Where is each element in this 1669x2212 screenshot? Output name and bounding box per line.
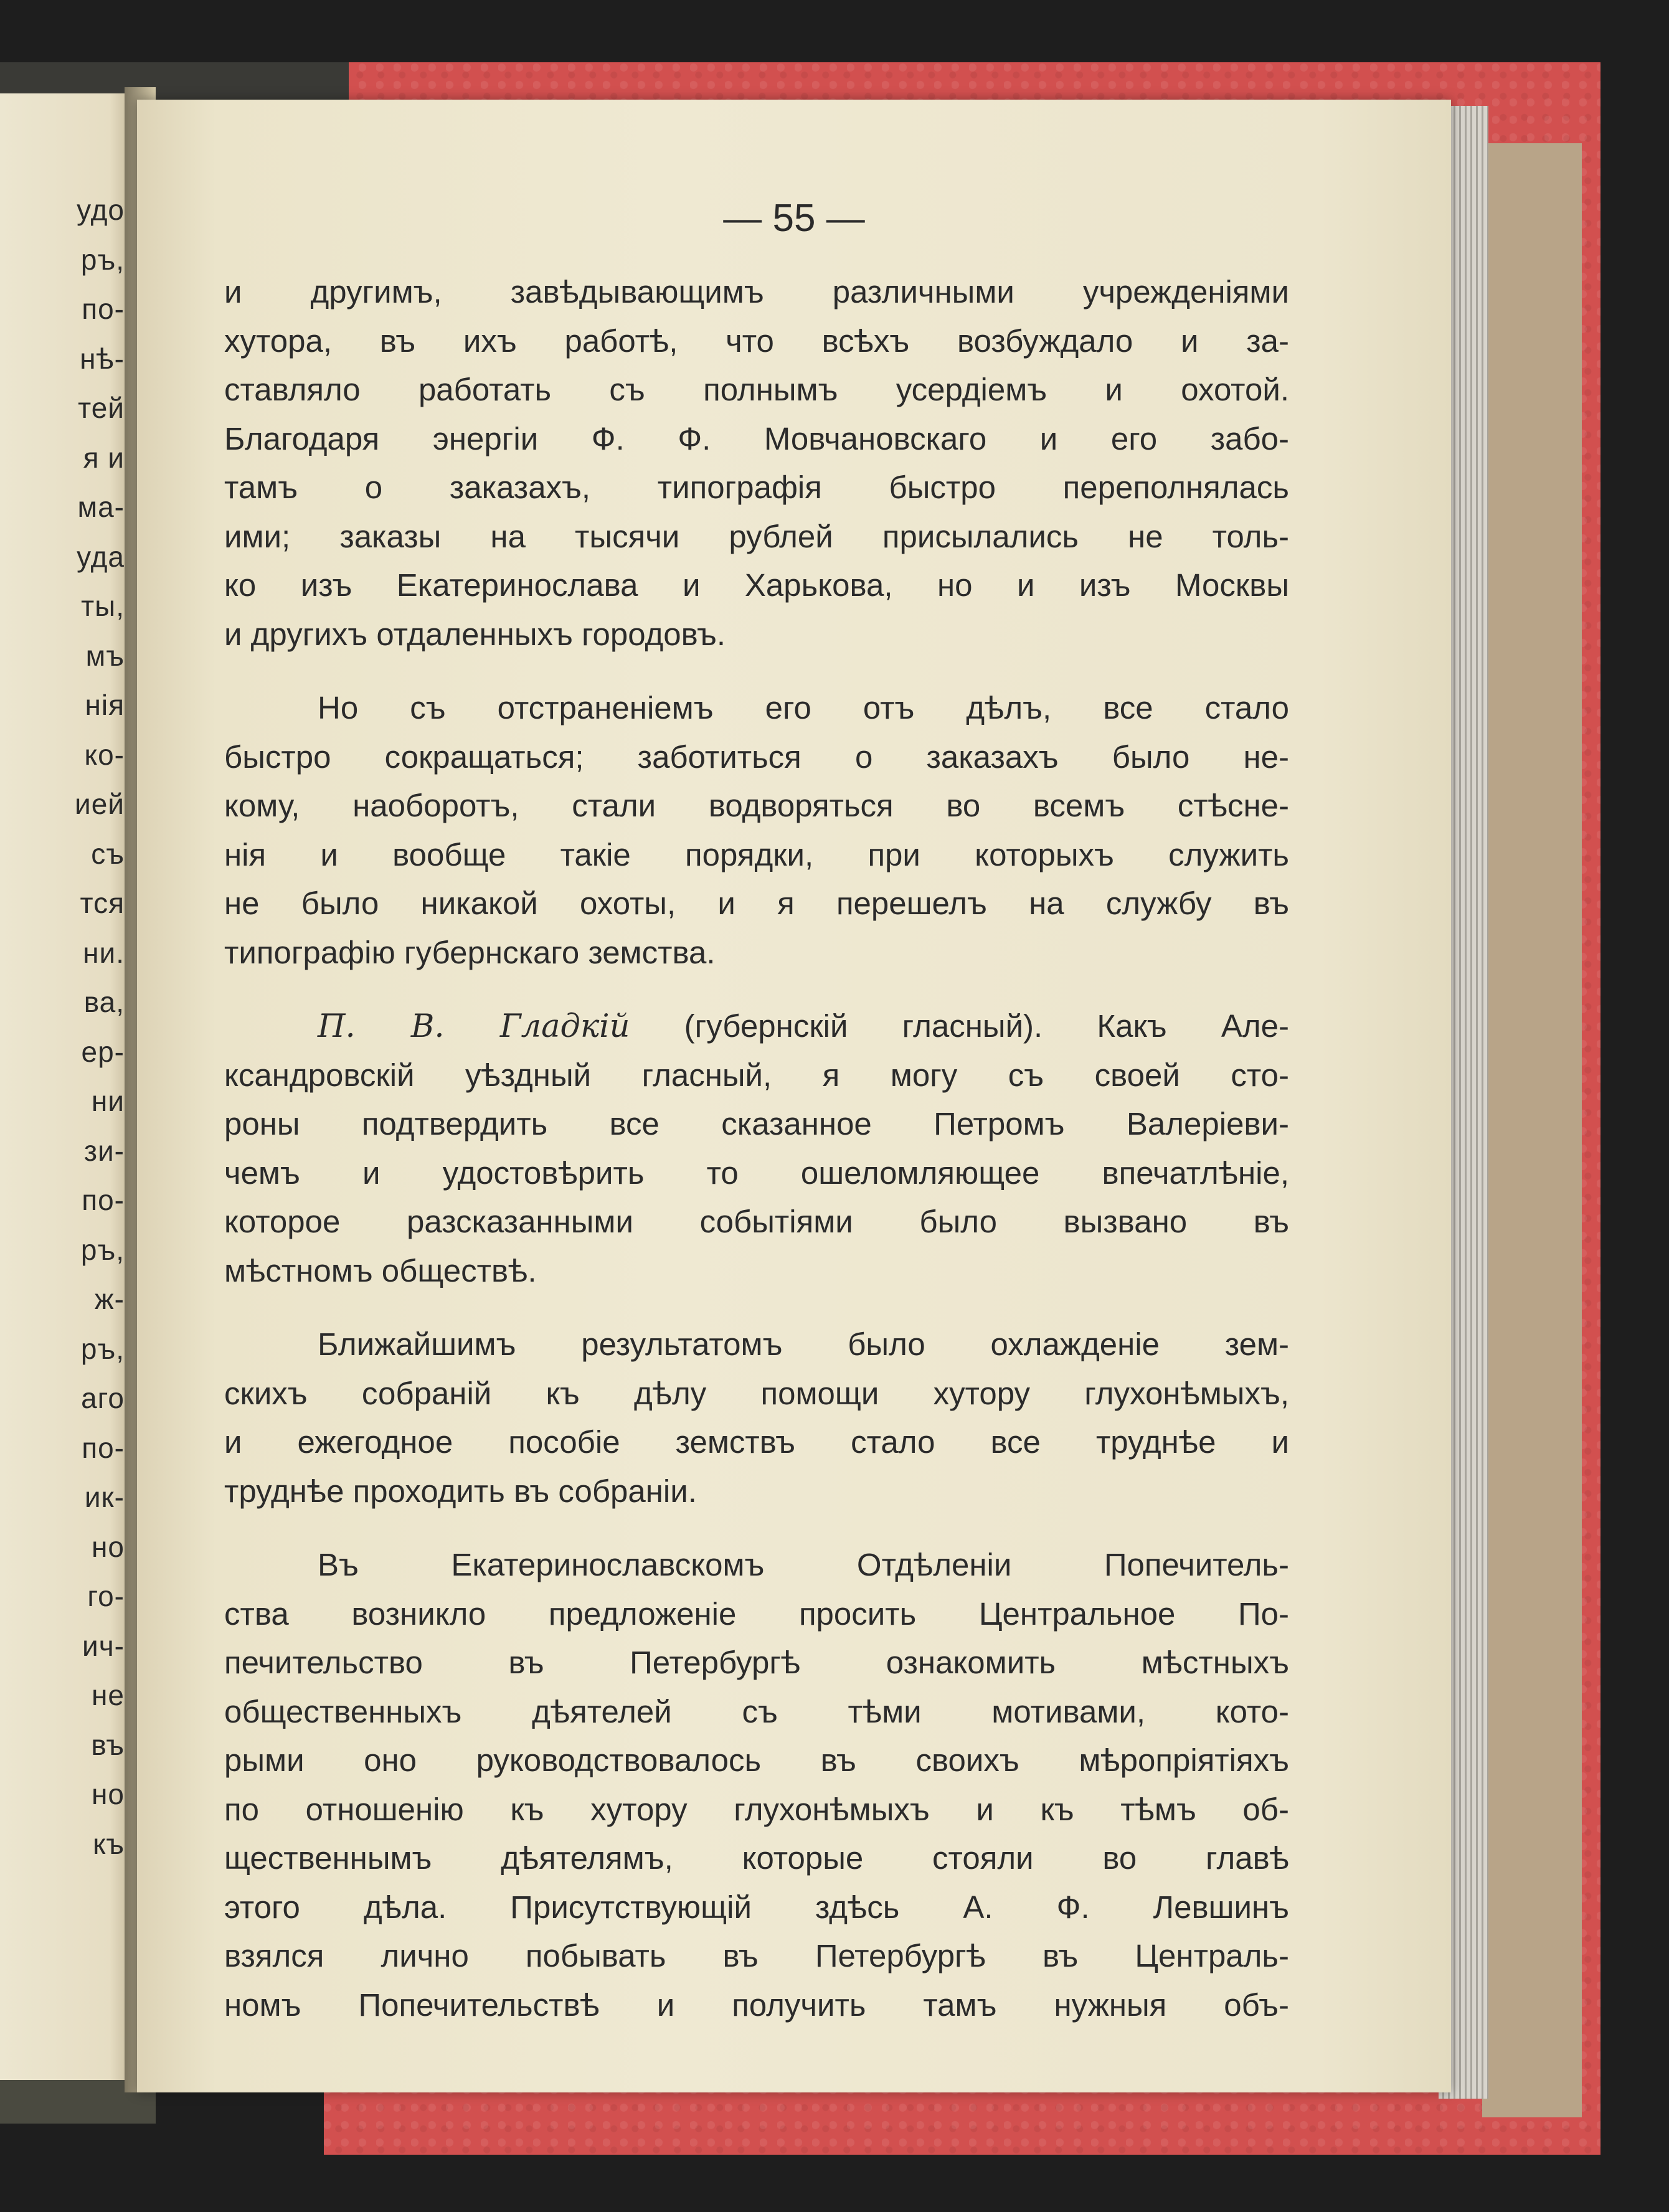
left-page-fragment: мъ	[85, 639, 125, 672]
text-line: не было никакой охоты, и я перешелъ на службу въ	[224, 886, 1289, 921]
left-page-fragment: но	[92, 1778, 125, 1810]
right-page	[137, 100, 1451, 2092]
paragraph	[224, 1002, 1289, 1295]
left-page-fragment: въ	[91, 1728, 125, 1761]
text-line: ксандровскій уѣздный гласный, я могу съ своей сто-	[224, 1057, 1289, 1093]
left-page-fragment: съ	[91, 837, 125, 870]
left-page-fragment: го-	[87, 1580, 125, 1612]
left-page-fragment: ж-	[94, 1283, 125, 1315]
speaker-name: П. В. Гладкій	[318, 1008, 630, 1045]
left-page-fragment: тей	[78, 392, 125, 424]
left-page-fragment: ты,	[81, 590, 125, 622]
text-line: Но съ отстраненіемъ его отъ дѣлъ, все стало	[318, 690, 1289, 726]
backing-board	[1482, 143, 1582, 2117]
text-line: роны подтвердить все сказанное Петромъ Валеріеви-	[224, 1106, 1289, 1141]
text-line: взялся лично побывать въ Петербургѣ въ Централь-	[224, 1938, 1289, 1973]
left-page-fragment: по-	[82, 293, 125, 325]
text-line: ставляло работать съ полнымъ усердіемъ и охотой.	[224, 372, 1289, 407]
text-line: номъ Попечительствѣ и получить тамъ нужныя объ-	[224, 1987, 1289, 2023]
text-line: тамъ о заказахъ, типографія быстро переполнялась	[224, 470, 1289, 505]
left-page-fragment: аго	[81, 1382, 125, 1414]
paragraph	[224, 268, 1289, 659]
left-page-fragment: уда	[77, 540, 125, 573]
text-line: щественнымъ дѣятелямъ, которые стояли во главѣ	[224, 1840, 1289, 1876]
text-line: кому, наоборотъ, стали водворяться во всемъ стѣсне-	[224, 788, 1289, 823]
text-line: быстро сокращаться; заботиться о заказахъ было не-	[224, 739, 1289, 775]
text-line: которое разсказанными событіями было вызвано въ	[224, 1204, 1289, 1239]
left-page-fragment: тся	[80, 887, 125, 919]
text-line: хутора, въ ихъ работѣ, что всѣхъ возбуждало и за-	[224, 323, 1289, 359]
text-line: ства возникло предложеніе просить Центральное По-	[224, 1595, 1289, 1632]
left-page-fragment: ко-	[84, 738, 125, 771]
left-page-fragment: по-	[82, 1184, 125, 1216]
paragraph	[224, 1541, 1289, 2030]
text-line: нія и вообще такіе порядки, при которыхъ служить	[224, 836, 1289, 872]
left-page-fragment: нѣ-	[80, 342, 125, 375]
left-page-fragment: я и	[83, 441, 125, 474]
text-line: по отношенію къ хутору глухонѣмыхъ и къ тѣмъ об-	[224, 1791, 1289, 1827]
text-line: этого дѣла. Присутствующій здѣсь А. Ф. Левшинъ	[224, 1889, 1289, 1925]
text-line: чемъ и удостовѣрить то ошеломляющее впечатлѣніе,	[224, 1155, 1289, 1191]
text-line: Благодаря энергіи Ф. Ф. Мовчановскаго и его забо-	[224, 420, 1289, 456]
left-page-fragment: не	[92, 1679, 125, 1711]
left-page-fragment: ръ,	[80, 1332, 125, 1365]
left-page-fragment: зи-	[83, 1134, 125, 1167]
speaker-line-rest: (губернскій гласный). Какъ Але-	[630, 1008, 1289, 1044]
text-line: мѣстномъ обществѣ.	[224, 1252, 537, 1288]
left-page-fragment: ма-	[77, 491, 125, 523]
left-page-fragment: нія	[85, 689, 125, 721]
left-page-fragment: ни.	[83, 936, 125, 969]
text-line: Въ Екатеринославскомъ Отдѣленіи Попечитель-	[318, 1547, 1289, 1582]
paragraph	[224, 1320, 1289, 1516]
left-page-fragment: ией	[75, 788, 125, 820]
text-line: и другимъ, завѣдывающимъ различными учрежденіями	[224, 274, 1289, 310]
page-number: — 55 —	[723, 197, 865, 240]
text-line: Ближайшимъ результатомъ было охлажденіе зем-	[318, 1326, 1289, 1362]
left-page-fragment: ръ,	[80, 1233, 125, 1266]
paragraph	[224, 684, 1289, 977]
text-line: ими; заказы на тысячи рублей присылались не толь-	[224, 518, 1289, 554]
text-line: и ежегодное пособіе земствъ стало все труднѣе и	[224, 1424, 1289, 1460]
left-page-fragment: но	[92, 1530, 125, 1563]
left-page-fragment: ер-	[81, 1035, 125, 1068]
text-line: труднѣе проходить въ собраніи.	[224, 1473, 697, 1509]
left-page-fragment: по-	[82, 1431, 125, 1464]
left-page-fragment: къ	[93, 1827, 125, 1860]
text-line: рыми оно руководствовалось въ своихъ мѣропріятіяхъ	[224, 1742, 1289, 1778]
text-line: ко изъ Екатеринослава и Харькова, но и изъ Москвы	[224, 567, 1289, 603]
text-line: общественныхъ дѣятелей съ тѣми мотивами, кото-	[224, 1693, 1289, 1729]
left-page-fragment: ва,	[83, 986, 125, 1018]
left-page-fragment: ръ,	[80, 243, 125, 276]
left-page-fragment: ик-	[84, 1481, 125, 1513]
text-line	[224, 1002, 1289, 1051]
left-page-fragment: ни	[91, 1085, 125, 1117]
left-page	[0, 93, 137, 2080]
text-line: типографію губернскаго земства.	[224, 934, 716, 970]
text-block	[224, 268, 1289, 2030]
left-page-fragment: удо	[77, 194, 125, 226]
text-line: и другихъ отдаленныхъ городовъ.	[224, 616, 726, 652]
text-line: скихъ собраній къ дѣлу помощи хутору глухонѣмыхъ,	[224, 1375, 1289, 1411]
text-line: печительство въ Петербургѣ ознакомить мѣстныхъ	[224, 1645, 1289, 1680]
left-page-fragment: ич-	[82, 1629, 125, 1662]
